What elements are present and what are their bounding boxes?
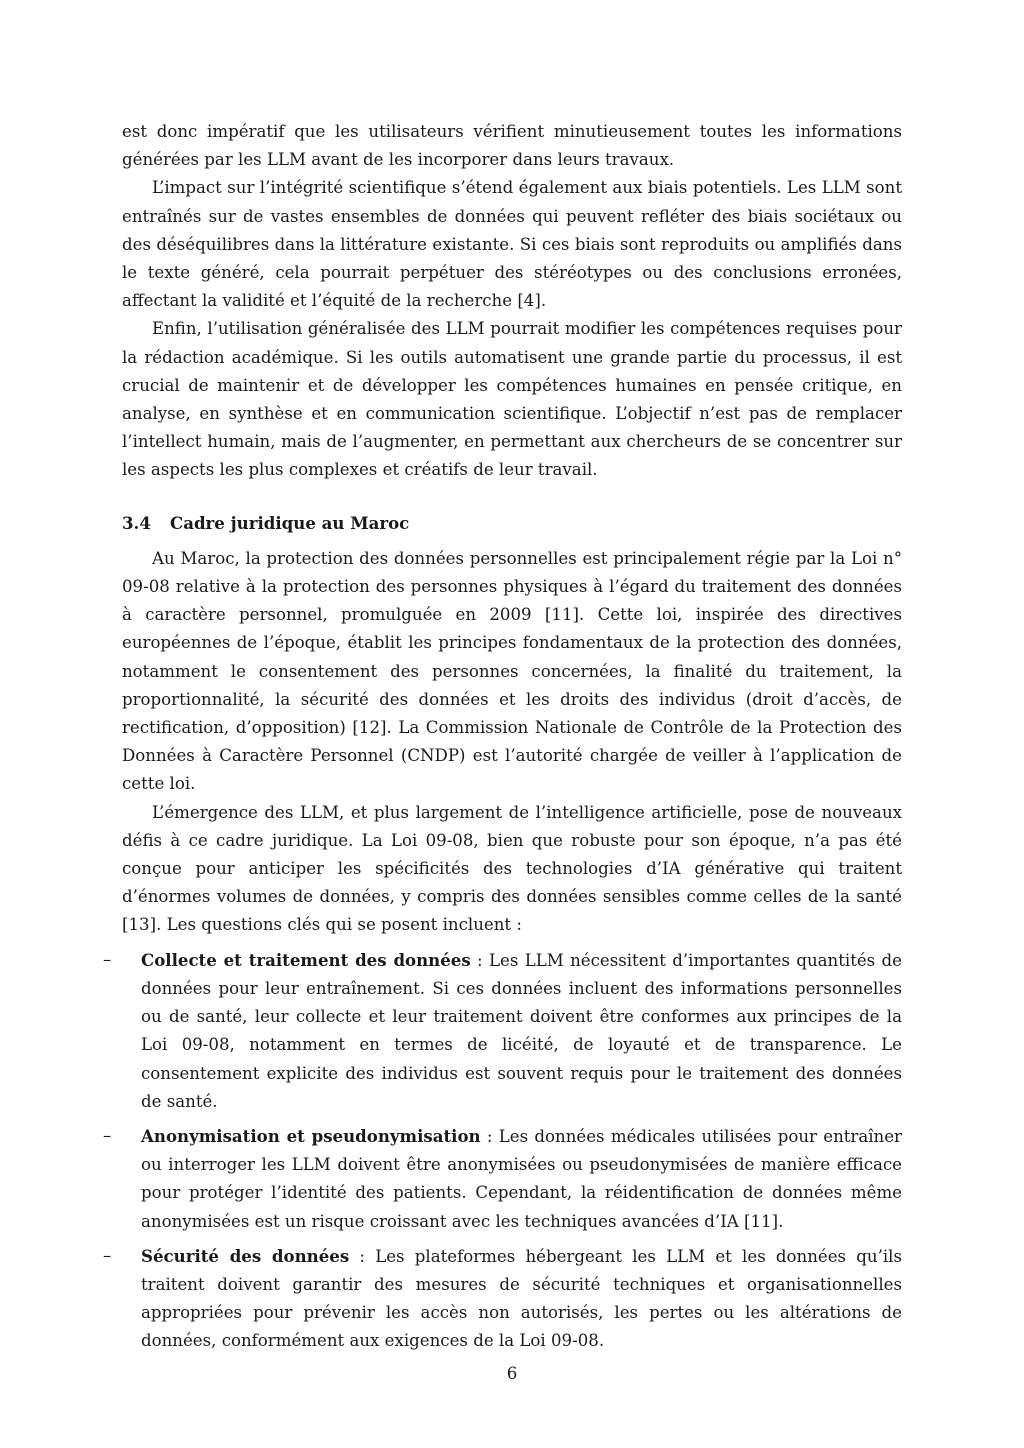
paragraph-bias: L’impact sur l’intégrité scientifique s’étend également aux biais potentiels. Les LLM sont entraînés sur de vastes ensembles de données qui peuvent refléter des biais sociétaux ou des déséquilibres dans la littérature existante. Si ces biais sont reproduits ou amplifiés dans le texte généré, cela pourrait perpétuer des stéréotypes ou des conclusions erronées, affectant la validité et l’équité de la recherche [4].	[122, 178, 902, 311]
section-heading	[122, 509, 902, 537]
paragraph-law-0908: Au Maroc, la protection des données personnelles est principalement régie par la Loi n° 09-08 relative à la protection des personnes physiques à l’égard du traitement des données à caractère personnel, promulguée en 2009 [11]. Cette loi, inspirée des directives européennes de l’époque, établit les principes fondamentaux de la protection des données, notamment le consentement des personnes concernées, la finalité du traitement, la proportionnalité, la sécurité des données et les droits des individus (droit d’accès, de rectification, d’opposition) [12]. La Commission Nationale de Contrôle de la Protection des Données à Caractère Personnel (CNDP) est l’autorité chargée de veiller à l’application de cette loi.	[122, 548, 902, 794]
key-questions-list	[103, 946, 902, 1356]
dash-marker: –	[103, 949, 112, 969]
paragraph-continued: est donc impératif que les utilisateurs vérifient minutieusement toutes les informations générées par les LLM avant de les incorporer dans leurs travaux.	[122, 122, 902, 170]
list-item-term: Collecte et traitement des données	[141, 949, 471, 970]
page-body	[103, 118, 902, 1362]
page-number: 6	[506, 1364, 518, 1383]
list-item-text: : Les LLM nécessitent d’importantes quantités de données pour leur entraînement. Si ces données incluent des informations personnelles ou de santé, leur collecte et leur traitement doivent être conformes aux principes de la Loi 09-08, notamment en termes de licéité, de loyauté et de transparence. Le consentement explicite des individus est souvent requis pour le traitement des données de santé.	[141, 950, 902, 1111]
list-item-text: : Les données médicales utilisées pour entraîner ou interroger les LLM doivent être anonymisées ou pseudonymisées de manière efficace pour protéger l’identité des patients. Cependant, la réidentification de données même anonymisées est un risque croissant avec les techniques avancées d’IA [11].	[141, 1126, 902, 1231]
list-item-term: Anonymisation et pseudonymisation	[141, 1125, 481, 1146]
paragraph-skills: Enfin, l’utilisation généralisée des LLM pourrait modifier les compétences requises pour la rédaction académique. Si les outils automatisent une grande partie du processus, il est crucial de maintenir et de développer les compétences humaines en pensée critique, en analyse, en synthèse et en communication scientifique. L’objectif n’est pas de remplacer l’intellect humain, mais de l’augmenter, en permettant aux chercheurs de se concentrer sur les aspects les plus complexes et créatifs de leur travail.	[122, 319, 902, 480]
list-item-term: Sécurité des données	[141, 1245, 350, 1266]
dash-marker: –	[103, 1245, 112, 1265]
list-item	[103, 1122, 902, 1236]
list-item	[103, 1242, 902, 1356]
list-item	[103, 946, 902, 1116]
dash-marker: –	[103, 1125, 112, 1145]
section-title: Cadre juridique au Maroc	[170, 512, 410, 533]
paragraph-llm-challenges: L’émergence des LLM, et plus largement de l’intelligence artificielle, pose de nouveaux défis à ce cadre juridique. La Loi 09-08, bien que robuste pour son époque, n’a pas été conçue pour anticiper les spécificités des technologies d’IA générative qui traitent d’énormes volumes de données, y compris des données sensibles comme celles de la santé [13]. Les questions clés qui se posent incluent :	[122, 802, 902, 935]
list-item-text: : Les plateformes hébergeant les LLM et les données qu’ils traitent doivent garantir des mesures de sécurité techniques et organisationnelles appropriées pour prévenir les accès non autorisés, les pertes ou les altérations de données, conformément aux exigences de la Loi 09-08.	[141, 1246, 902, 1351]
section-number: 3.4	[122, 512, 151, 533]
